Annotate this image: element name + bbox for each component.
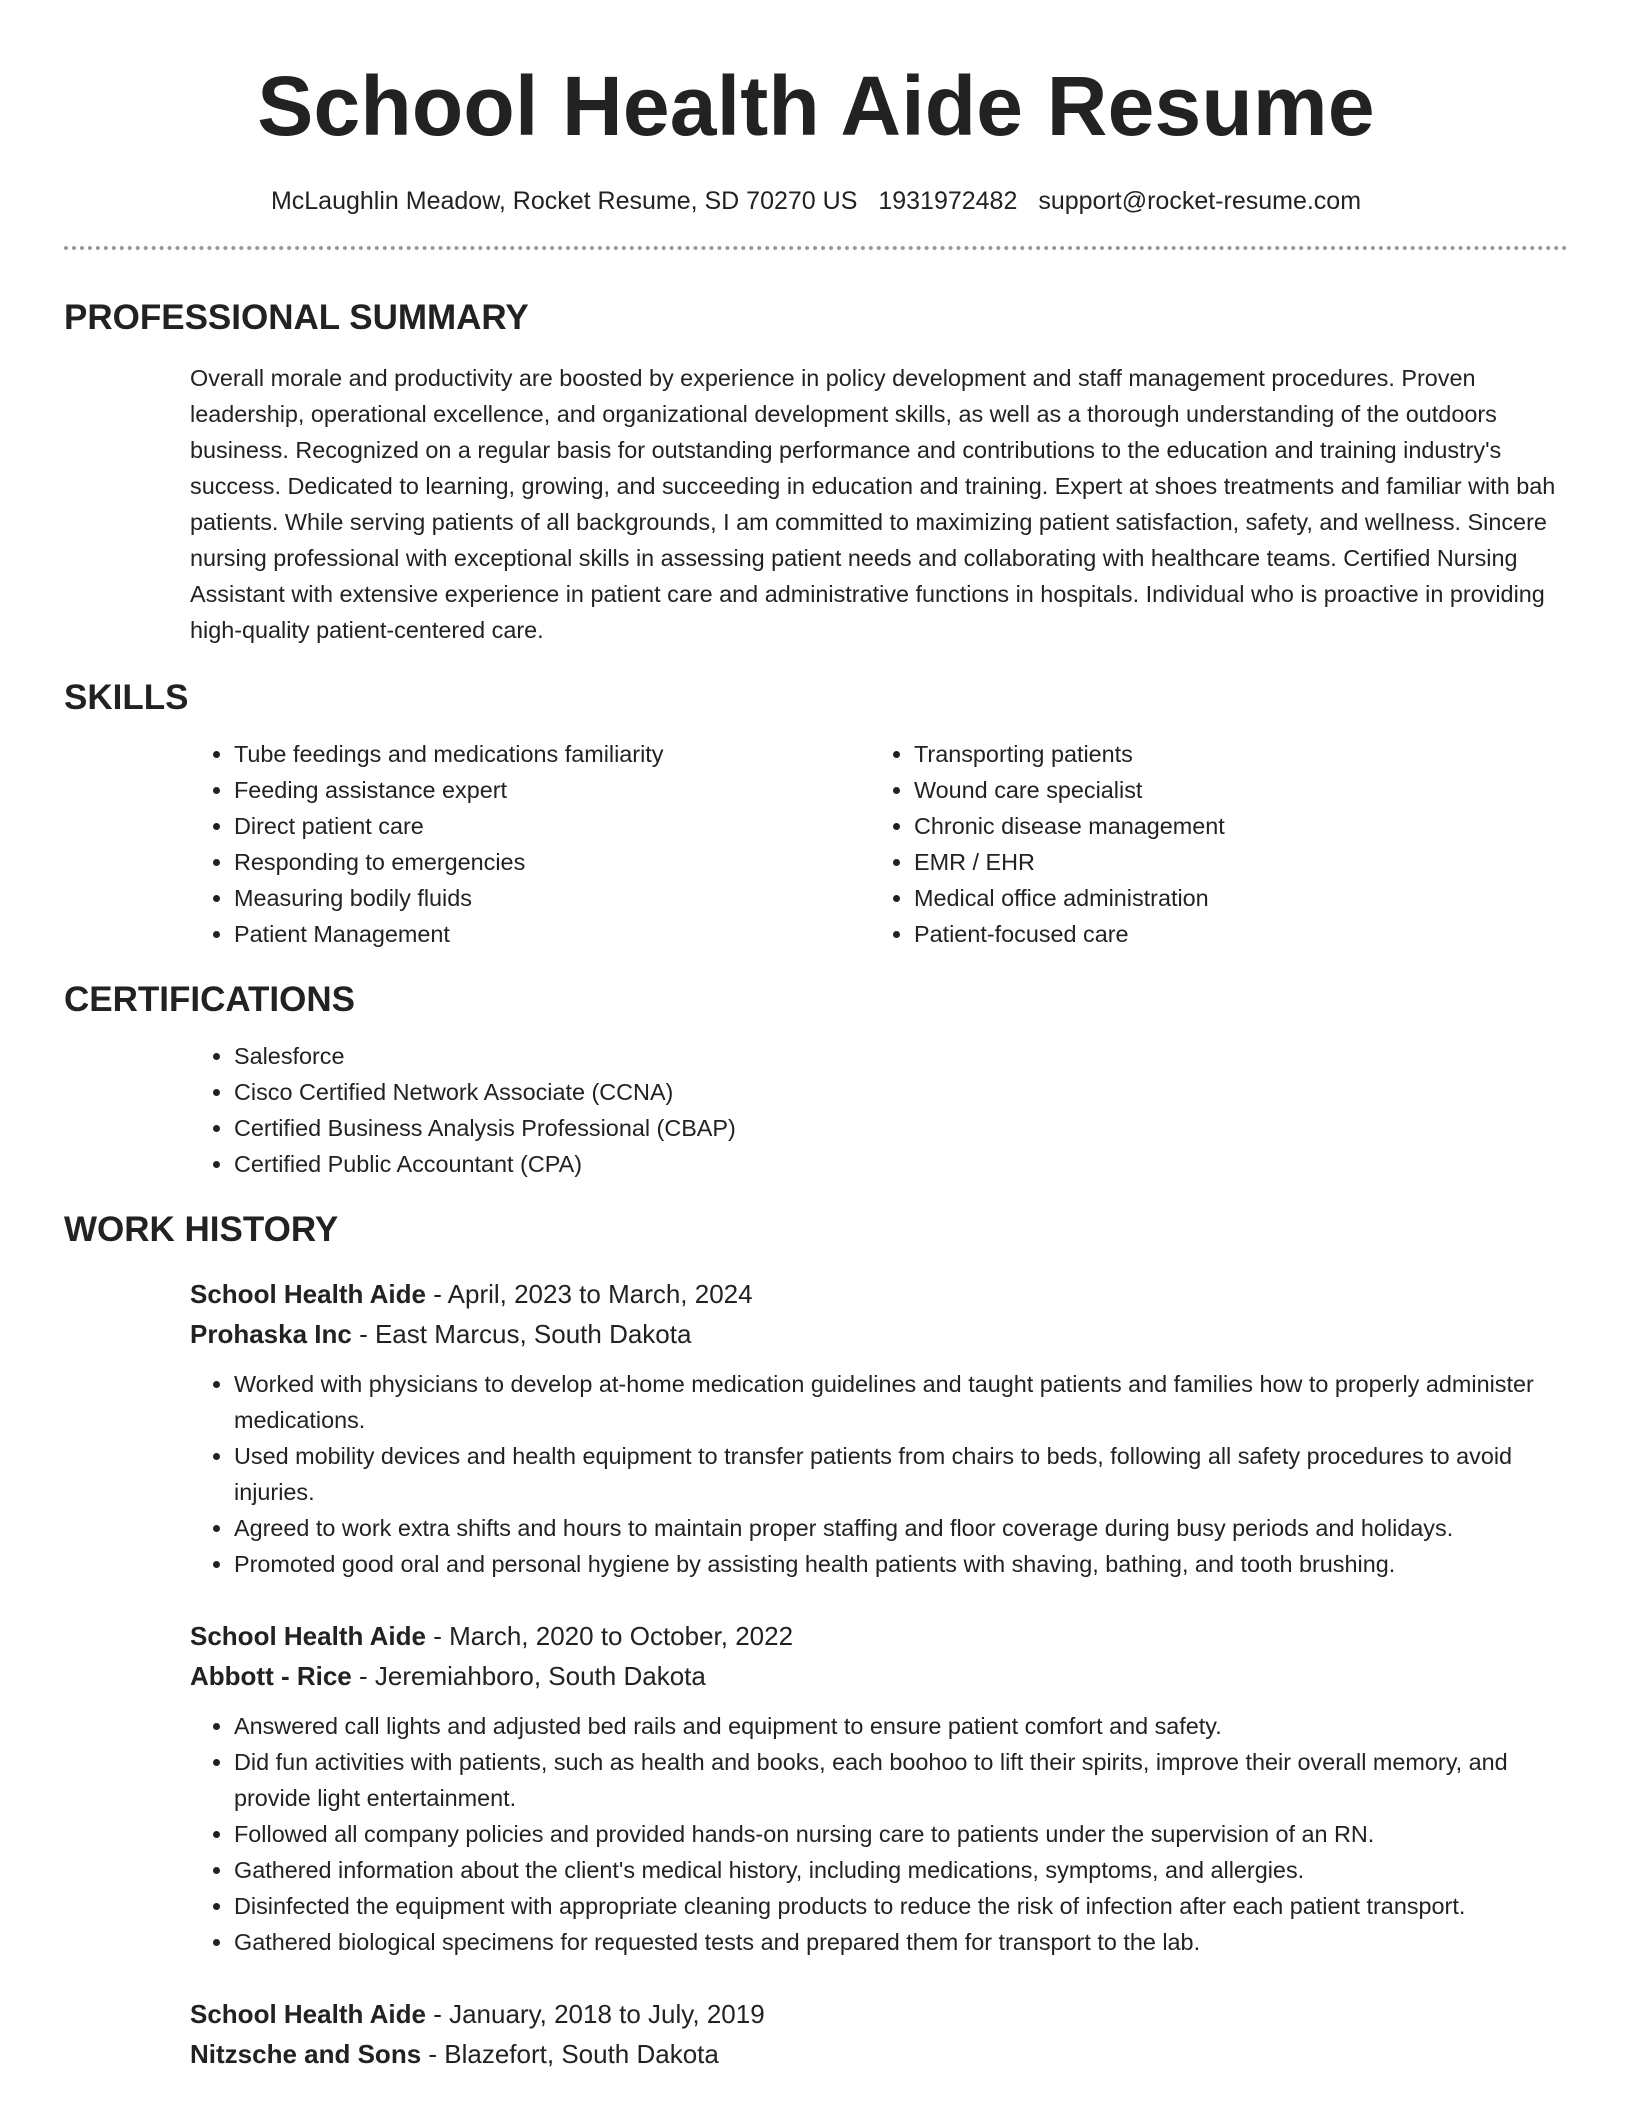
job-entry [190,1274,1568,1582]
certification-item: • Certified Public Accountant (CPA) [234,1146,1568,1182]
summary-heading: PROFESSIONAL SUMMARY [64,298,529,337]
job-duty-item: • Gathered biological specimens for requested tests and prepared them for transport to the lab. [234,1924,1568,1960]
job-duty-item: • Worked with physicians to develop at-home medication guidelines and taught patients and families how to properly administer medications. [234,1366,1568,1438]
job-location: - Jeremiahboro, South Dakota [351,1661,706,1691]
job-entry [190,1616,1568,1960]
skills-list-left [190,736,870,952]
job-duty-item: • Did fun activities with patients, such as health and books, each boohoo to lift their spirits, improve their overall memory, and provide light entertainment. [234,1744,1568,1816]
job-role: School Health Aide [190,1279,426,1309]
skill-item: • Chronic disease management [914,808,1550,844]
skill-item: • Patient-focused care [914,916,1550,952]
skill-item: • Feeding assistance expert [234,772,870,808]
job-duty-item: • Followed all company policies and provided hands-on nursing care to patients under the supervision of an RN. [234,1816,1568,1852]
job-title-line [190,1616,1568,1656]
certification-item: • Salesforce [234,1038,1568,1074]
skill-item: • Transporting patients [914,736,1550,772]
job-duty-item: • Answered call lights and adjusted bed rails and equipment to ensure patient comfort and safety. [234,1708,1568,1744]
job-duties-list [190,1366,1568,1582]
job-role: School Health Aide [190,1999,426,2029]
job-company: Abbott - Rice [190,1661,352,1691]
skills-list-right [870,736,1550,952]
certifications-heading: CERTIFICATIONS [64,980,356,1019]
skill-item: • EMR / EHR [914,844,1550,880]
contact-phone: 1931972482 [878,187,1018,215]
resume-title: School Health Aide Resume [257,59,1375,153]
job-location: - East Marcus, South Dakota [351,1319,692,1349]
job-location: - Blazefort, South Dakota [421,2039,719,2069]
certifications-list [190,1038,1568,1182]
job-duty-item: • Promoted good oral and personal hygiene by assisting health patients with shaving, bathing, and tooth brushing. [234,1546,1568,1582]
skills-grid [190,736,1568,952]
skill-item: • Tube feedings and medications familiarity [234,736,870,772]
skill-item: • Medical office administration [914,880,1550,916]
job-role: School Health Aide [190,1621,426,1651]
summary-text: Overall morale and productivity are boosted by experience in policy development and staff management procedures. Proven leadership, operational excellence, and organizational development skills, as well as a thorough understanding of the outdoors business. Recognized on a regular basis for outstanding performance and contributions to the education and training industry's success. Dedicated to learning, growing, and succeeding in education and training. Expert at shoes treatments and familiar with bah patients. While serving patients of all backgrounds, I am committed to maximizing patient satisfaction, safety, and wellness. Sincere nursing professional with exceptional skills in assessing patient needs and collaborating with healthcare teams. Certified Nursing Assistant with extensive experience in patient care and administrative functions in hospitals. Individual who is proactive in providing high-quality patient-centered care. [190,365,1556,643]
job-company-line [190,1314,1568,1354]
skill-item: • Measuring bodily fluids [234,880,870,916]
job-duty-item: • Disinfected the equipment with appropriate cleaning products to reduce the risk of infection after each patient transport. [234,1888,1568,1924]
job-dates: - January, 2018 to July, 2019 [425,1999,765,2029]
skill-item: • Responding to emergencies [234,844,870,880]
skills-heading: SKILLS [64,678,189,717]
job-duty-item: • Used mobility devices and health equipment to transfer patients from chairs to beds, following all safety procedures to avoid injuries. [234,1438,1568,1510]
job-company-line [190,2034,1568,2074]
job-title-line [190,1274,1568,1314]
work-history-heading: WORK HISTORY [64,1210,339,1249]
contact-address: McLaughlin Meadow, Rocket Resume, SD 70270 US [270,187,858,215]
job-duty-item: • Gathered information about the client's medical history, including medications, symptoms, and allergies. [234,1852,1568,1888]
job-dates: - April, 2023 to March, 2024 [425,1279,753,1309]
job-entry [190,1994,1568,2074]
job-duty-item: • Agreed to work extra shifts and hours to maintain proper staffing and floor coverage during busy periods and holidays. [234,1510,1568,1546]
header-divider [64,246,1568,250]
job-dates: - March, 2020 to October, 2022 [425,1621,794,1651]
skill-item: • Direct patient care [234,808,870,844]
certification-item: • Cisco Certified Network Associate (CCNA) [234,1074,1568,1110]
skill-item: • Patient Management [234,916,870,952]
contact-line [64,184,1568,218]
job-duties-list [190,1708,1568,1960]
job-company-line [190,1656,1568,1696]
contact-email: support@rocket-resume.com [1038,187,1362,215]
certification-item: • Certified Business Analysis Professional (CBAP) [234,1110,1568,1146]
job-title-line [190,1994,1568,2034]
job-company: Prohaska Inc [190,1319,352,1349]
job-company: Nitzsche and Sons [190,2039,422,2069]
skill-item: • Wound care specialist [914,772,1550,808]
